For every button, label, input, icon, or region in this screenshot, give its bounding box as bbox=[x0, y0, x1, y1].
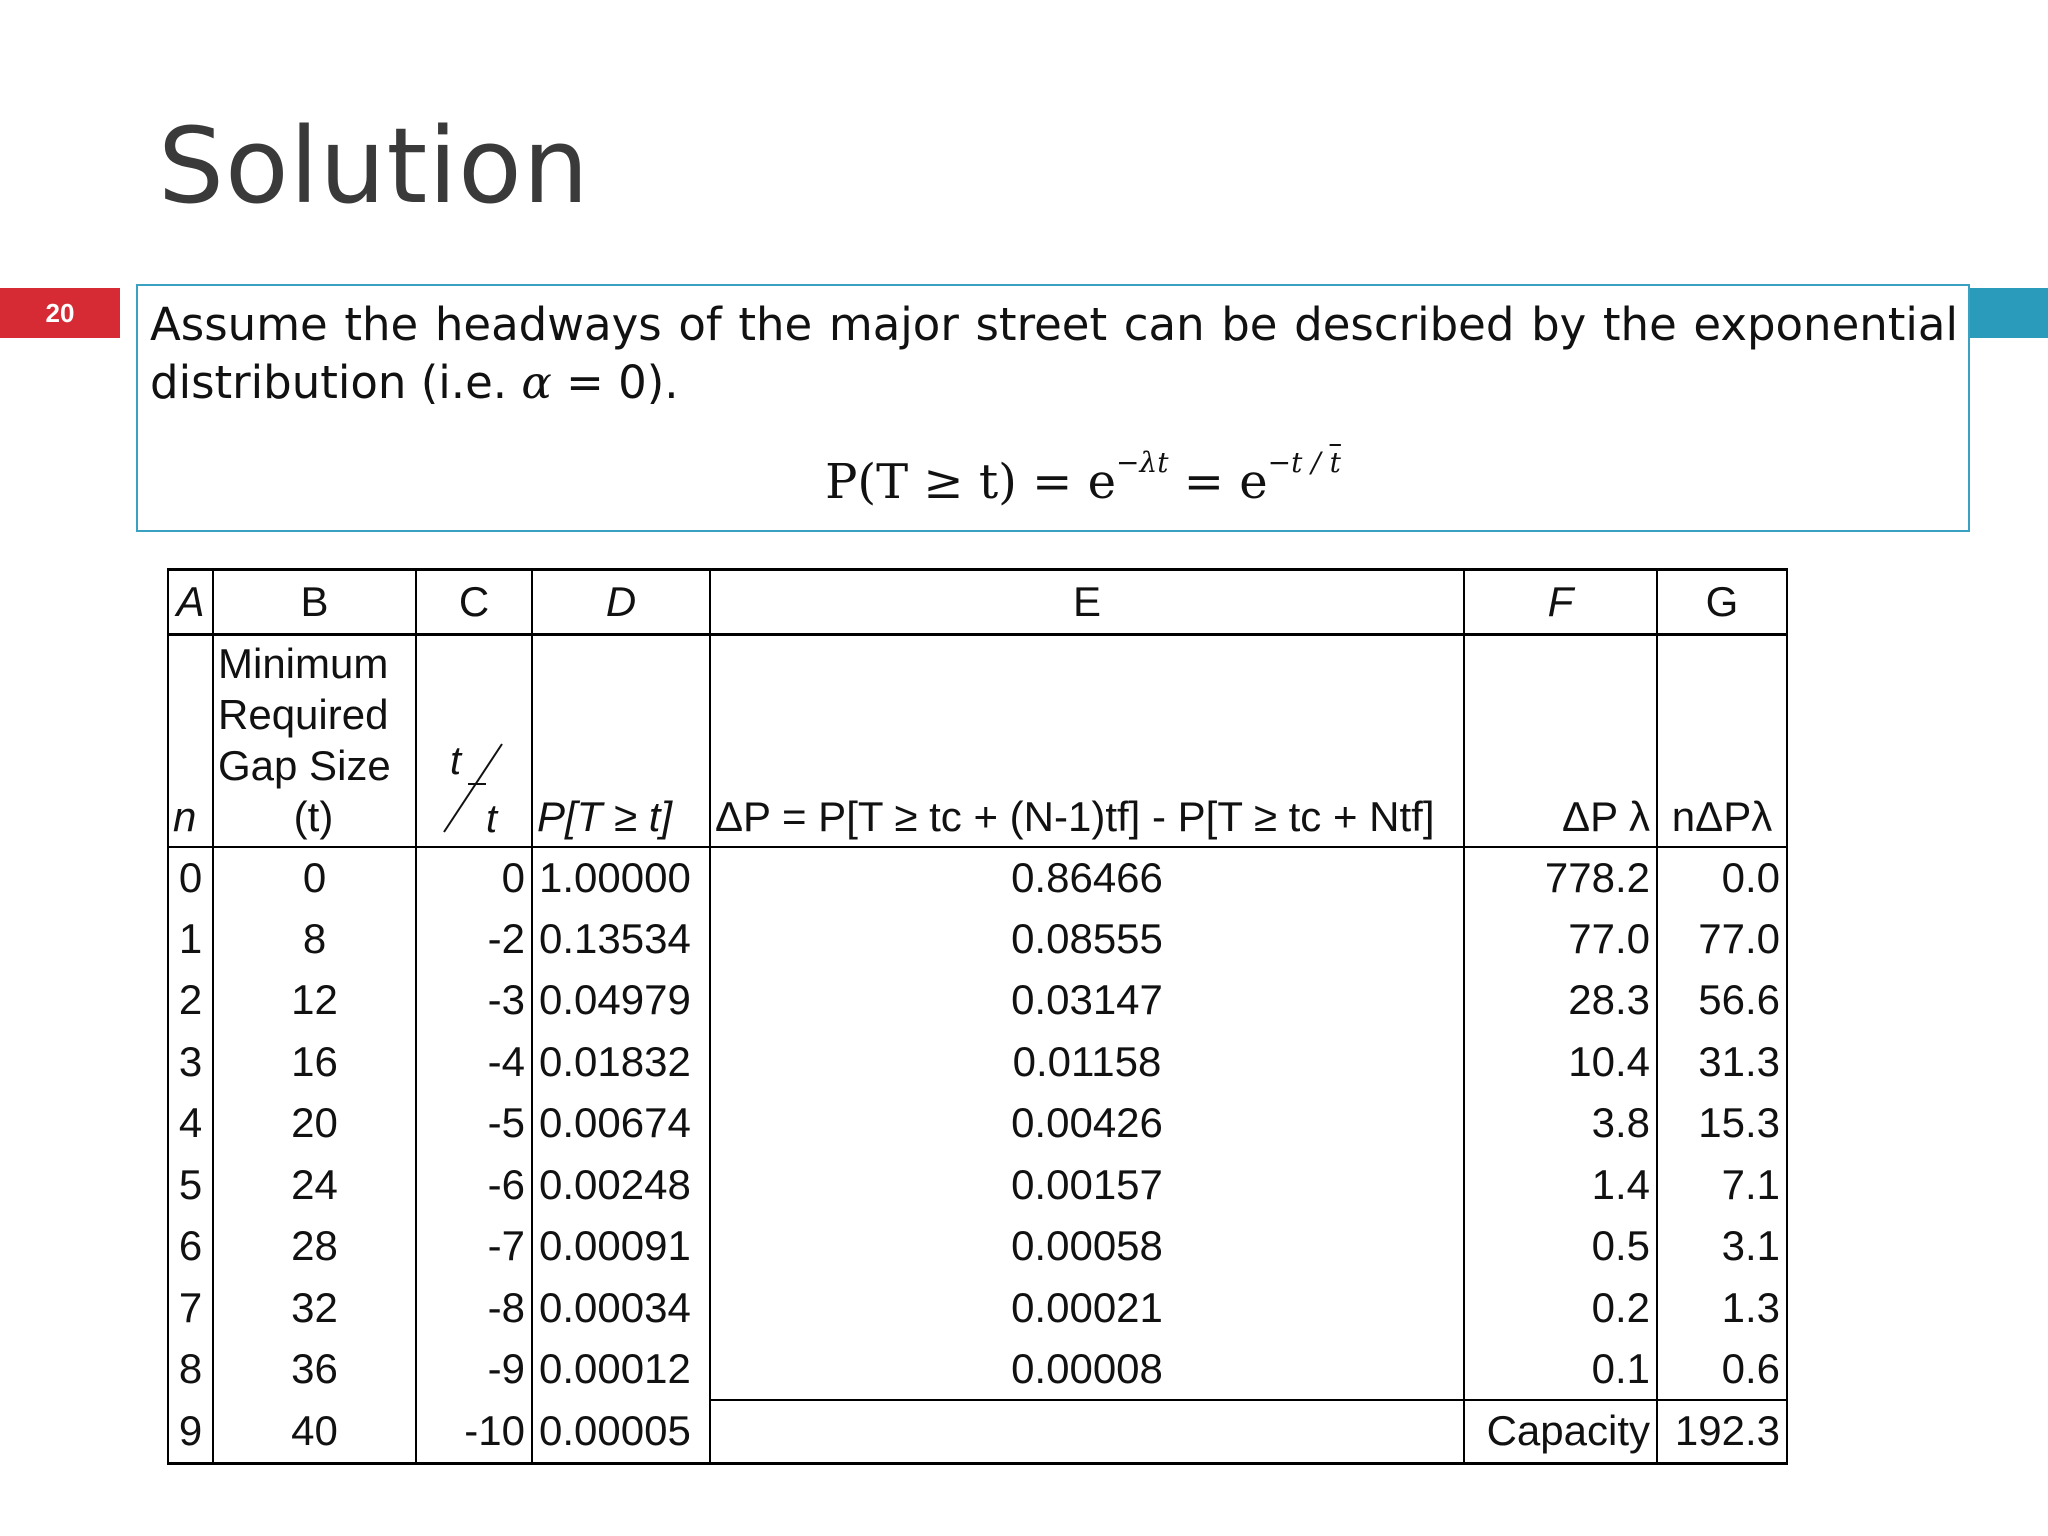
cell-delta-p bbox=[710, 1400, 1464, 1463]
col-letter-c: C bbox=[416, 570, 532, 635]
cell-n-delta-lambda: 192.3 bbox=[1657, 1400, 1787, 1463]
table-row bbox=[168, 970, 1787, 1032]
cell-n-delta-lambda: 77.0 bbox=[1657, 908, 1787, 970]
t-over-tbar-fraction bbox=[424, 732, 524, 842]
cell-t-ratio: -3 bbox=[416, 970, 532, 1032]
col-letter-a: A bbox=[168, 570, 213, 635]
cell-t-ratio: -4 bbox=[416, 1031, 532, 1093]
cell-n: 3 bbox=[168, 1031, 213, 1093]
cell-gap-size: 24 bbox=[213, 1154, 416, 1216]
page-number-badge: 20 bbox=[0, 288, 120, 338]
slide-title: Solution bbox=[158, 105, 590, 227]
cell-probability: 0.01832 bbox=[532, 1031, 710, 1093]
cell-gap-size: 40 bbox=[213, 1400, 416, 1463]
cell-n-delta-lambda: 31.3 bbox=[1657, 1031, 1787, 1093]
cell-gap-size: 32 bbox=[213, 1277, 416, 1339]
formula-lhs: P(T ≥ t) = e bbox=[825, 454, 1117, 510]
formula-mid: = e bbox=[1168, 454, 1268, 510]
cell-delta-lambda: Capacity bbox=[1464, 1400, 1657, 1463]
cell-n-delta-lambda: 3.1 bbox=[1657, 1216, 1787, 1278]
alpha-symbol: α bbox=[521, 356, 552, 409]
cell-probability: 0.00091 bbox=[532, 1216, 710, 1278]
cell-n-delta-lambda: 0.0 bbox=[1657, 847, 1787, 909]
cell-n: 5 bbox=[168, 1154, 213, 1216]
header-t-ratio bbox=[416, 635, 532, 847]
col-letter-d: D bbox=[532, 570, 710, 635]
cell-delta-p: 0.08555 bbox=[710, 908, 1464, 970]
cell-delta-p: 0.01158 bbox=[710, 1031, 1464, 1093]
cell-gap-size: 36 bbox=[213, 1339, 416, 1401]
cell-delta-lambda: 778.2 bbox=[1464, 847, 1657, 909]
assumption-text bbox=[150, 296, 1958, 412]
formula-exponent-2 bbox=[1268, 446, 1341, 479]
formula-exponent-2-text: −t / bbox=[1267, 446, 1330, 479]
cell-n-delta-lambda: 56.6 bbox=[1657, 970, 1787, 1032]
table-row bbox=[168, 1154, 1787, 1216]
cell-delta-p: 0.03147 bbox=[710, 970, 1464, 1032]
cell-n: 6 bbox=[168, 1216, 213, 1278]
assumption-callout bbox=[136, 284, 1970, 532]
cell-n-delta-lambda: 1.3 bbox=[1657, 1277, 1787, 1339]
table-row bbox=[168, 1093, 1787, 1155]
table-row bbox=[168, 1339, 1787, 1401]
table-row bbox=[168, 908, 1787, 970]
cell-gap-size: 28 bbox=[213, 1216, 416, 1278]
header-gap-size bbox=[213, 635, 416, 847]
cell-t-ratio: -5 bbox=[416, 1093, 532, 1155]
cell-probability: 1.00000 bbox=[532, 847, 710, 909]
header-probability: P[T ≥ t] bbox=[532, 635, 710, 847]
cell-t-ratio: -6 bbox=[416, 1154, 532, 1216]
table-row bbox=[168, 1277, 1787, 1339]
assumption-text-end: = 0). bbox=[551, 356, 679, 409]
cell-probability: 0.04979 bbox=[532, 970, 710, 1032]
assumption-text-start: Assume the headways of the major street can be described by the exponential distribution (i.e. bbox=[150, 298, 1958, 409]
header-n: n bbox=[168, 635, 213, 847]
cell-n: 9 bbox=[168, 1400, 213, 1463]
cell-n: 7 bbox=[168, 1277, 213, 1339]
fraction-denominator: t bbox=[486, 796, 498, 841]
cell-delta-lambda: 3.8 bbox=[1464, 1093, 1657, 1155]
cell-n-delta-lambda: 0.6 bbox=[1657, 1339, 1787, 1401]
cell-n: 0 bbox=[168, 847, 213, 909]
table-row bbox=[168, 1400, 1787, 1463]
cell-delta-lambda: 28.3 bbox=[1464, 970, 1657, 1032]
cell-delta-lambda: 0.1 bbox=[1464, 1339, 1657, 1401]
fraction-numerator: t bbox=[450, 738, 462, 783]
cell-n: 1 bbox=[168, 908, 213, 970]
header-gap-line-4: (t) bbox=[293, 792, 334, 840]
cell-delta-p: 0.00021 bbox=[710, 1277, 1464, 1339]
cell-delta-p: 0.86466 bbox=[710, 847, 1464, 909]
cell-t-ratio: -2 bbox=[416, 908, 532, 970]
cell-delta-lambda: 77.0 bbox=[1464, 908, 1657, 970]
cell-delta-lambda: 0.5 bbox=[1464, 1216, 1657, 1278]
cell-delta-p: 0.00157 bbox=[710, 1154, 1464, 1216]
cell-n: 2 bbox=[168, 970, 213, 1032]
cell-t-ratio: 0 bbox=[416, 847, 532, 909]
col-letter-b: B bbox=[213, 570, 416, 635]
col-letter-f: F bbox=[1464, 570, 1657, 635]
cell-gap-size: 12 bbox=[213, 970, 416, 1032]
cell-probability: 0.00012 bbox=[532, 1339, 710, 1401]
col-letter-g: G bbox=[1657, 570, 1787, 635]
formula-exponent-1: −λt bbox=[1116, 446, 1169, 479]
header-gap-line-2: Required bbox=[218, 690, 389, 738]
cell-gap-size: 16 bbox=[213, 1031, 416, 1093]
column-header-row bbox=[168, 635, 1787, 847]
cell-n-delta-lambda: 15.3 bbox=[1657, 1093, 1787, 1155]
cell-delta-lambda: 0.2 bbox=[1464, 1277, 1657, 1339]
header-delta-lambda: ΔP λ bbox=[1464, 635, 1657, 847]
table-row bbox=[168, 847, 1787, 909]
gap-acceptance-table bbox=[167, 568, 1788, 1465]
cell-t-ratio: -10 bbox=[416, 1400, 532, 1463]
cell-delta-lambda: 1.4 bbox=[1464, 1154, 1657, 1216]
accent-bar bbox=[1968, 288, 2048, 338]
cell-gap-size: 8 bbox=[213, 908, 416, 970]
header-n-delta-lambda: nΔPλ bbox=[1657, 635, 1787, 847]
cell-t-ratio: -7 bbox=[416, 1216, 532, 1278]
cell-probability: 0.00674 bbox=[532, 1093, 710, 1155]
col-letter-e: E bbox=[710, 570, 1464, 635]
cell-delta-p: 0.00426 bbox=[710, 1093, 1464, 1155]
cell-t-ratio: -9 bbox=[416, 1339, 532, 1401]
cell-probability: 0.00005 bbox=[532, 1400, 710, 1463]
header-gap-line-3: Gap Size bbox=[218, 741, 391, 789]
cell-delta-lambda: 10.4 bbox=[1464, 1031, 1657, 1093]
cell-n-delta-lambda: 7.1 bbox=[1657, 1154, 1787, 1216]
cell-n: 4 bbox=[168, 1093, 213, 1155]
cell-n: 8 bbox=[168, 1339, 213, 1401]
cell-delta-p: 0.00058 bbox=[710, 1216, 1464, 1278]
table-row bbox=[168, 1031, 1787, 1093]
cell-gap-size: 0 bbox=[213, 847, 416, 909]
cell-delta-p: 0.00008 bbox=[710, 1339, 1464, 1401]
header-delta-p: ΔP = P[T ≥ tc + (N-1)tf] - P[T ≥ tc + Ntf] bbox=[710, 635, 1464, 847]
exponential-formula bbox=[138, 446, 1968, 510]
formula-mean-t: $\overline{t}$ bbox=[1329, 446, 1341, 479]
cell-probability: 0.00248 bbox=[532, 1154, 710, 1216]
cell-gap-size: 20 bbox=[213, 1093, 416, 1155]
cell-probability: 0.00034 bbox=[532, 1277, 710, 1339]
table-row bbox=[168, 1216, 1787, 1278]
column-letter-row bbox=[168, 570, 1787, 635]
cell-t-ratio: -8 bbox=[416, 1277, 532, 1339]
cell-probability: 0.13534 bbox=[532, 908, 710, 970]
header-gap-line-1: Minimum bbox=[218, 639, 389, 687]
